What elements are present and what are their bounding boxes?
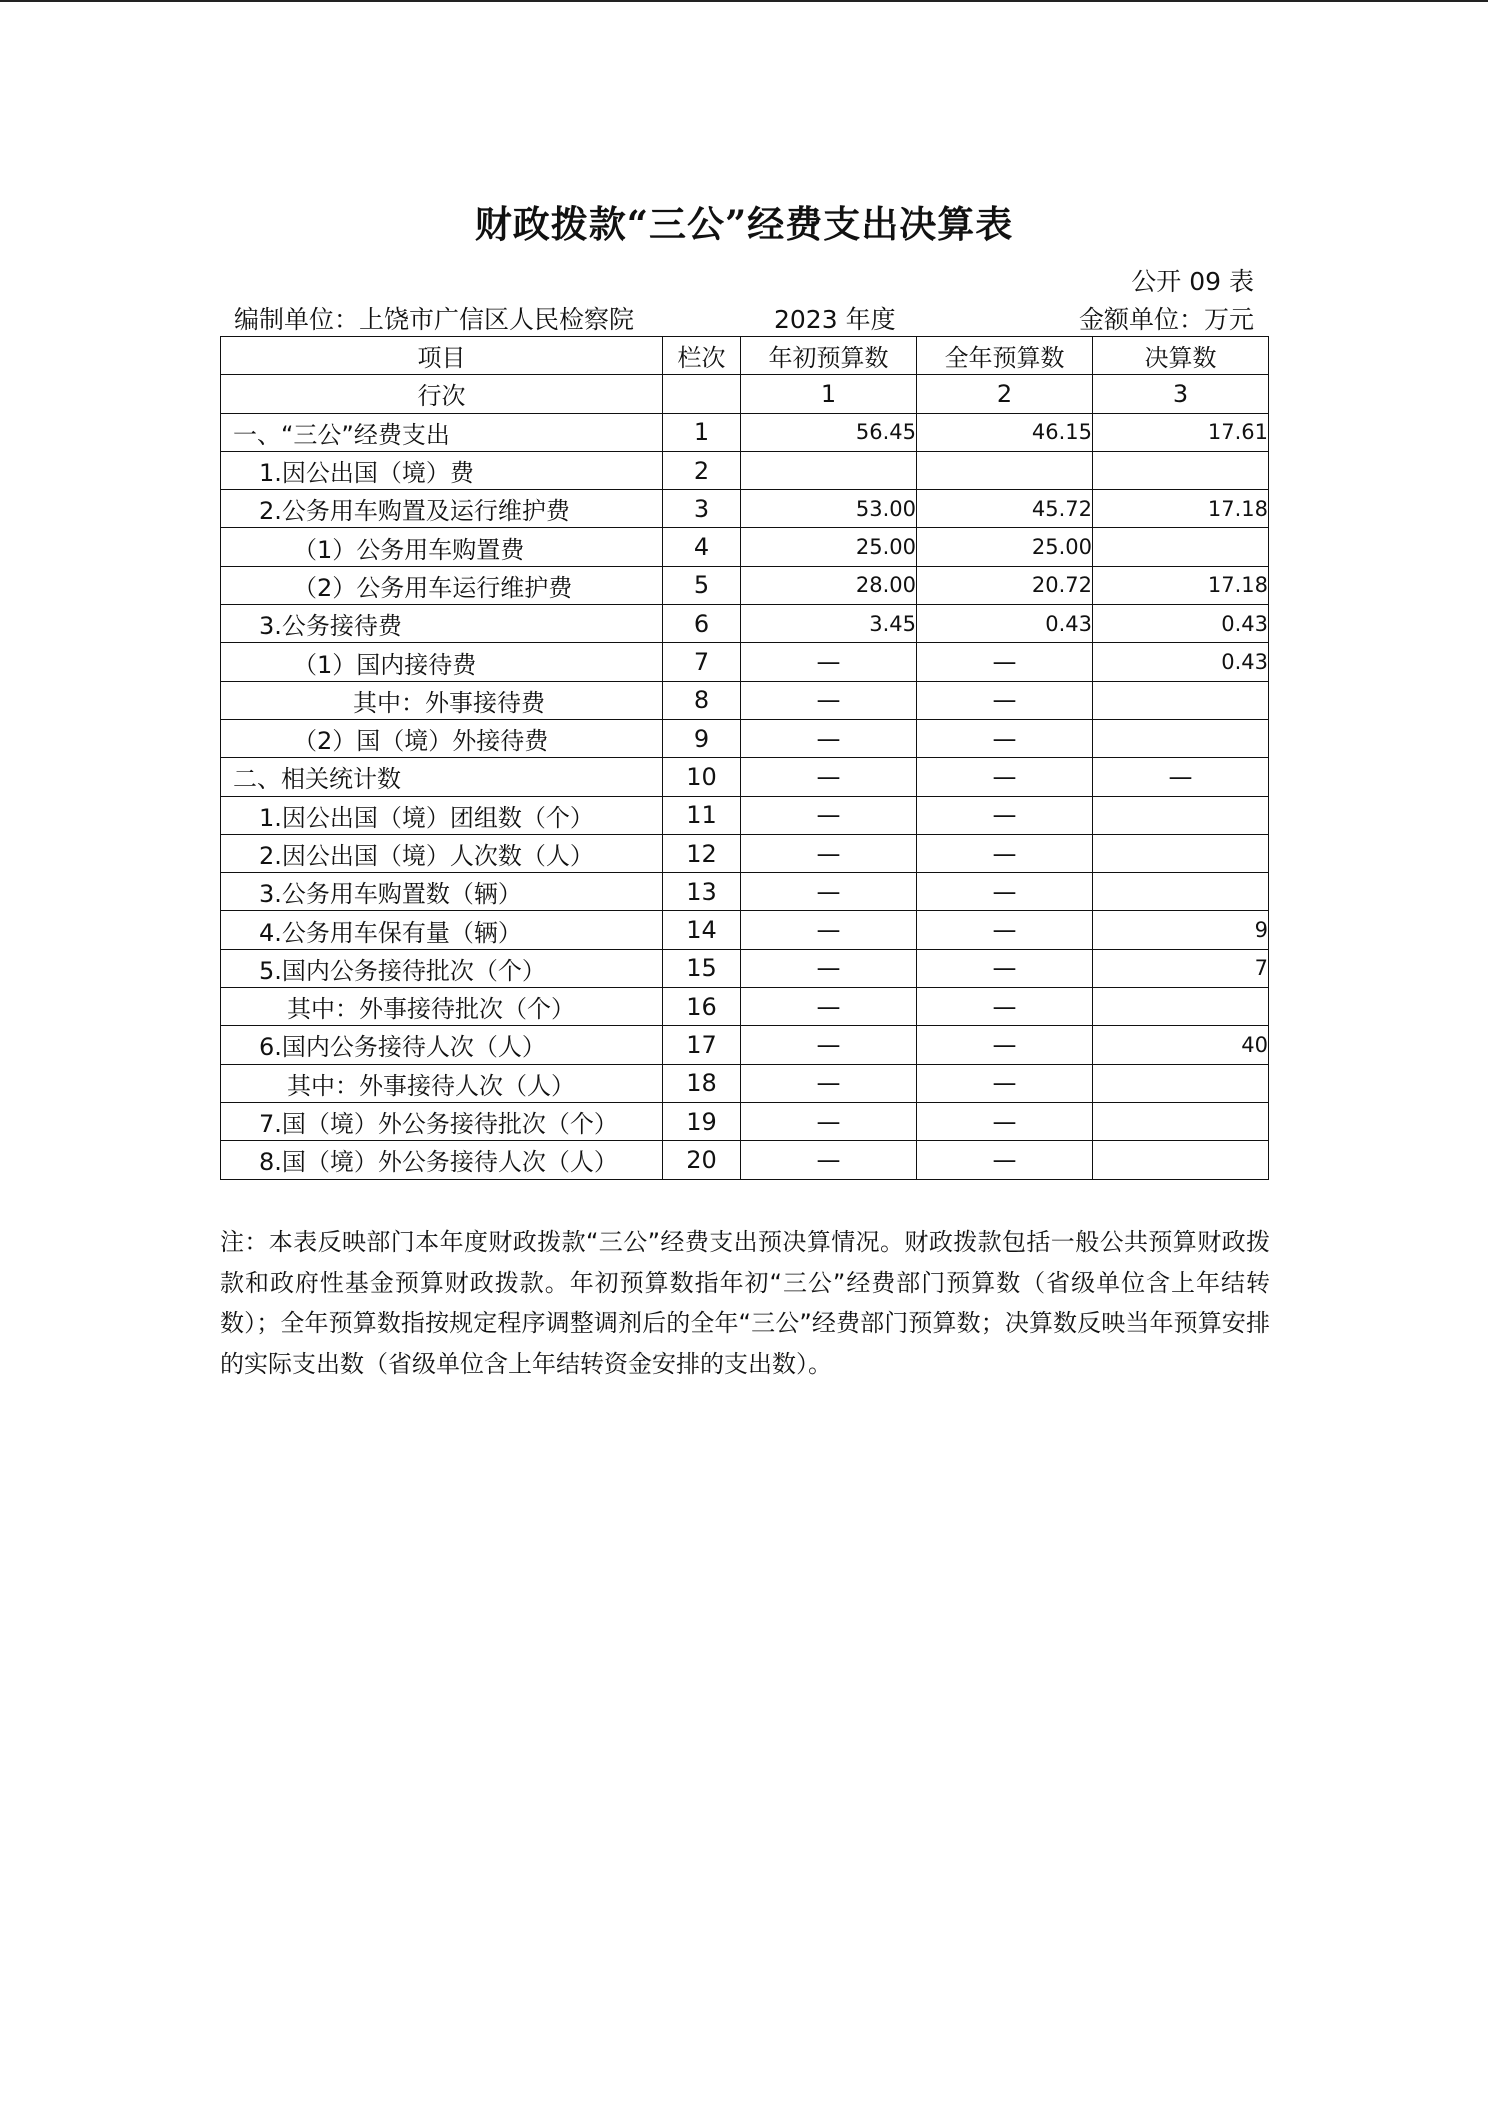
- row-col-no: 4: [663, 528, 741, 566]
- row-final: [1093, 796, 1269, 834]
- row-col-no: 1: [663, 413, 741, 451]
- row-full-budget: 0.43: [917, 605, 1093, 643]
- table-row: [221, 1064, 1269, 1102]
- table-row: [221, 413, 1269, 451]
- row-col-no: 11: [663, 796, 741, 834]
- row-label: 7.国（境）外公务接待批次（个）: [221, 1102, 663, 1140]
- row-label: 二、相关统计数: [221, 758, 663, 796]
- header-initial-budget: 年初预算数: [741, 337, 917, 375]
- row-label: （1）国内接待费: [221, 643, 663, 681]
- row-full-budget: —: [917, 758, 1093, 796]
- table-row: [221, 719, 1269, 757]
- row-final: [1093, 834, 1269, 872]
- row-initial-budget: —: [741, 988, 917, 1026]
- row-col-no: 20: [663, 1141, 741, 1179]
- compiling-unit: 编制单位：上饶市广信区人民检察院: [234, 305, 635, 334]
- row-col-no: 8: [663, 681, 741, 719]
- row-final: [1093, 1141, 1269, 1179]
- row-col-no: 6: [663, 605, 741, 643]
- row-final: [1093, 681, 1269, 719]
- row-final: 17.18: [1093, 490, 1269, 528]
- table-row: [221, 451, 1269, 489]
- row-final: —: [1093, 758, 1269, 796]
- row-final: 40: [1093, 1026, 1269, 1064]
- row-index-blank: [663, 375, 741, 413]
- row-col-no: 9: [663, 719, 741, 757]
- row-initial-budget: 56.45: [741, 413, 917, 451]
- row-initial-budget: 25.00: [741, 528, 917, 566]
- row-initial-budget: —: [741, 949, 917, 987]
- row-index-col3: 3: [1093, 375, 1269, 413]
- row-label: （2）公务用车运行维护费: [221, 566, 663, 604]
- row-full-budget: —: [917, 1102, 1093, 1140]
- row-final: [1093, 451, 1269, 489]
- row-full-budget: 45.72: [917, 490, 1093, 528]
- row-full-budget: —: [917, 949, 1093, 987]
- table-row: [221, 796, 1269, 834]
- row-full-budget: 20.72: [917, 566, 1093, 604]
- row-col-no: 12: [663, 834, 741, 872]
- table-row: [221, 911, 1269, 949]
- row-label: 其中：外事接待人次（人）: [221, 1064, 663, 1102]
- row-label: 8.国（境）外公务接待人次（人）: [221, 1141, 663, 1179]
- page-title: 财政拨款“三公”经费支出决算表: [474, 202, 1014, 246]
- row-initial-budget: —: [741, 873, 917, 911]
- table-row: [221, 1102, 1269, 1140]
- row-full-budget: —: [917, 1141, 1093, 1179]
- row-col-no: 3: [663, 490, 741, 528]
- row-initial-budget: 3.45: [741, 605, 917, 643]
- table-row: [221, 528, 1269, 566]
- row-full-budget: —: [917, 873, 1093, 911]
- footnote: 注：本表反映部门本年度财政拨款“三公”经费支出预决算情况。财政拨款包括一般公共预算财政拨款和政府性基金预算财政拨款。年初预算数指年初“三公”经费部门预算数（省级单位含上年结转数）；全年预算数指按规定程序调整调剂后的全年“三公”经费部门预算数；决算数反映当年预算安排的实际支出数（省级单位含上年结转资金安排的支出数）。: [220, 1228, 1270, 1378]
- row-index-col2: 2: [917, 375, 1093, 413]
- row-full-budget: —: [917, 1064, 1093, 1102]
- row-initial-budget: —: [741, 1102, 917, 1140]
- row-label: 6.国内公务接待人次（人）: [221, 1026, 663, 1064]
- row-col-no: 14: [663, 911, 741, 949]
- row-full-budget: —: [917, 911, 1093, 949]
- row-initial-budget: 53.00: [741, 490, 917, 528]
- row-initial-budget: —: [741, 1026, 917, 1064]
- row-final: [1093, 1102, 1269, 1140]
- row-label: 其中：外事接待费: [221, 681, 663, 719]
- row-initial-budget: —: [741, 681, 917, 719]
- row-final: 17.18: [1093, 566, 1269, 604]
- row-initial-budget: [741, 451, 917, 489]
- expenditure-table: [220, 336, 1269, 1180]
- row-final: [1093, 719, 1269, 757]
- page-top-border: [0, 0, 1488, 2]
- row-label: 1.因公出国（境）团组数（个）: [221, 796, 663, 834]
- row-col-no: 17: [663, 1026, 741, 1064]
- row-label: （2）国（境）外接待费: [221, 719, 663, 757]
- table-row: [221, 988, 1269, 1026]
- row-col-no: 13: [663, 873, 741, 911]
- fiscal-year: 2023 年度: [774, 305, 896, 334]
- row-full-budget: 25.00: [917, 528, 1093, 566]
- table-row: [221, 566, 1269, 604]
- row-full-budget: —: [917, 988, 1093, 1026]
- header-row: [221, 337, 1269, 375]
- table-row: [221, 834, 1269, 872]
- row-full-budget: —: [917, 834, 1093, 872]
- row-full-budget: 46.15: [917, 413, 1093, 451]
- table-row: [221, 949, 1269, 987]
- row-label: 1.因公出国（境）费: [221, 451, 663, 489]
- table-number: 公开 09 表: [1131, 267, 1254, 296]
- row-index-row: [221, 375, 1269, 413]
- row-initial-budget: —: [741, 643, 917, 681]
- row-initial-budget: —: [741, 911, 917, 949]
- row-final: [1093, 873, 1269, 911]
- row-full-budget: —: [917, 1026, 1093, 1064]
- row-initial-budget: —: [741, 796, 917, 834]
- row-col-no: 2: [663, 451, 741, 489]
- row-label: 一、“三公”经费支出: [221, 413, 663, 451]
- row-label: 其中：外事接待批次（个）: [221, 988, 663, 1026]
- row-col-no: 5: [663, 566, 741, 604]
- row-index-label: 行次: [221, 375, 663, 413]
- table-row: [221, 1026, 1269, 1064]
- header-final: 决算数: [1093, 337, 1269, 375]
- table-row: [221, 1141, 1269, 1179]
- row-col-no: 15: [663, 949, 741, 987]
- row-final: 9: [1093, 911, 1269, 949]
- table-row: [221, 758, 1269, 796]
- row-full-budget: —: [917, 681, 1093, 719]
- row-initial-budget: —: [741, 834, 917, 872]
- row-col-no: 10: [663, 758, 741, 796]
- table-row: [221, 643, 1269, 681]
- row-final: 0.43: [1093, 643, 1269, 681]
- row-col-no: 18: [663, 1064, 741, 1102]
- header-full-budget: 全年预算数: [917, 337, 1093, 375]
- row-initial-budget: —: [741, 719, 917, 757]
- row-full-budget: [917, 451, 1093, 489]
- row-col-no: 7: [663, 643, 741, 681]
- row-label: 4.公务用车保有量（辆）: [221, 911, 663, 949]
- header-item: 项目: [221, 337, 663, 375]
- row-final: 7: [1093, 949, 1269, 987]
- row-label: 2.因公出国（境）人次数（人）: [221, 834, 663, 872]
- row-initial-budget: —: [741, 1141, 917, 1179]
- row-full-budget: —: [917, 643, 1093, 681]
- row-label: 2.公务用车购置及运行维护费: [221, 490, 663, 528]
- row-label: 3.公务用车购置数（辆）: [221, 873, 663, 911]
- row-final: 17.61: [1093, 413, 1269, 451]
- row-final: [1093, 1064, 1269, 1102]
- row-initial-budget: —: [741, 1064, 917, 1102]
- row-label: 5.国内公务接待批次（个）: [221, 949, 663, 987]
- meta-row: [220, 300, 1268, 334]
- row-initial-budget: 28.00: [741, 566, 917, 604]
- table-row: [221, 490, 1269, 528]
- row-col-no: 16: [663, 988, 741, 1026]
- row-label: （1）公务用车购置费: [221, 528, 663, 566]
- row-final: [1093, 528, 1269, 566]
- table-row: [221, 873, 1269, 911]
- row-final: [1093, 988, 1269, 1026]
- money-unit: 金额单位：万元: [1078, 305, 1254, 334]
- table-row: [221, 681, 1269, 719]
- row-label: 3.公务接待费: [221, 605, 663, 643]
- header-col-no: 栏次: [663, 337, 741, 375]
- row-final: 0.43: [1093, 605, 1269, 643]
- table-row: [221, 605, 1269, 643]
- row-index-col1: 1: [741, 375, 917, 413]
- row-full-budget: —: [917, 796, 1093, 834]
- row-initial-budget: —: [741, 758, 917, 796]
- row-full-budget: —: [917, 719, 1093, 757]
- row-col-no: 19: [663, 1102, 741, 1140]
